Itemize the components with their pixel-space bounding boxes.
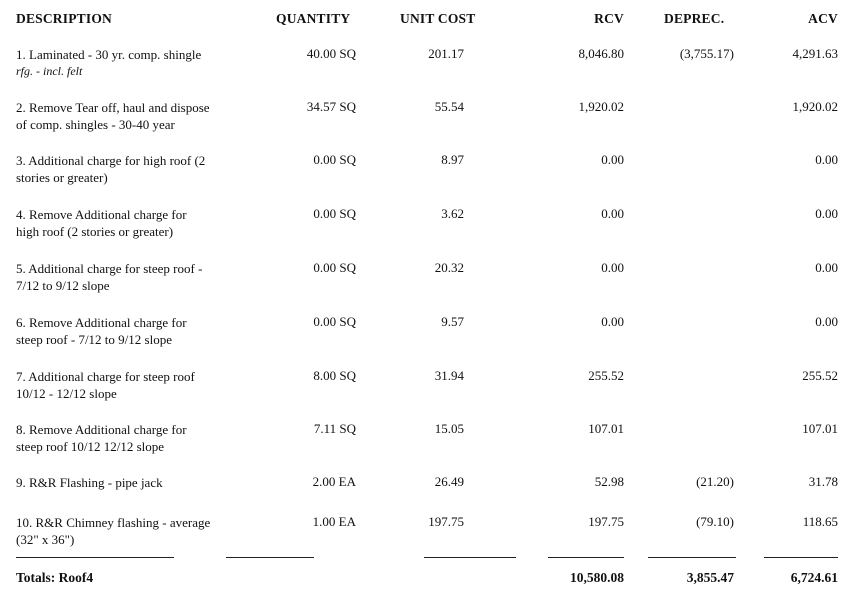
totals-acv: 6,724.61 xyxy=(790,570,838,585)
row-acv: 1,920.02 xyxy=(792,99,838,114)
divider xyxy=(764,557,838,558)
divider xyxy=(648,557,736,558)
description-line1: 2. Remove Tear off, haul and dispose xyxy=(16,100,210,115)
row-quantity: 0.00 SQ xyxy=(313,314,356,329)
description-line2: rfg. - incl. felt xyxy=(16,64,83,78)
row-unit-cost: 15.05 xyxy=(434,421,464,436)
table-row xyxy=(0,260,864,300)
description-line1: 1. Laminated - 30 yr. comp. shingle xyxy=(16,47,202,62)
row-rcv: 0.00 xyxy=(601,206,624,221)
description-line2: of comp. shingles - 30-40 year xyxy=(16,117,175,132)
description-line2: (32" x 36") xyxy=(16,532,75,547)
row-acv: 0.00 xyxy=(815,314,838,329)
row-description xyxy=(16,206,266,240)
row-acv: 107.01 xyxy=(802,421,838,436)
row-unit-cost: 55.54 xyxy=(434,99,464,114)
row-description xyxy=(16,474,266,491)
description-line1: 5. Additional charge for steep roof - xyxy=(16,261,203,276)
header-description: DESCRIPTION xyxy=(16,11,112,26)
totals-deprec: 3,855.47 xyxy=(686,570,734,585)
description-line2: steep roof 10/12 12/12 slope xyxy=(16,439,165,454)
row-quantity: 34.57 SQ xyxy=(306,99,356,114)
table-row xyxy=(0,152,864,192)
row-deprec: (79.10) xyxy=(696,514,734,529)
row-description xyxy=(16,368,266,402)
header-quantity: QUANTITY xyxy=(276,11,351,26)
table-row xyxy=(0,206,864,246)
description-line1: 9. R&R Flashing - pipe jack xyxy=(16,475,163,490)
table-row xyxy=(0,46,864,86)
table-row xyxy=(0,368,864,408)
header-acv: ACV xyxy=(808,11,838,26)
table-row xyxy=(0,474,864,514)
row-description xyxy=(16,260,266,294)
row-unit-cost: 20.32 xyxy=(434,260,464,275)
row-rcv: 255.52 xyxy=(588,368,624,383)
table-row xyxy=(0,514,864,554)
description-line2: 7/12 to 9/12 slope xyxy=(16,278,110,293)
totals-label: Totals: Roof4 xyxy=(16,570,94,585)
row-quantity: 1.00 EA xyxy=(312,514,356,529)
row-quantity: 40.00 SQ xyxy=(306,46,356,61)
description-line1: 3. Additional charge for high roof (2 xyxy=(16,153,206,168)
row-acv: 0.00 xyxy=(815,206,838,221)
divider xyxy=(16,557,174,558)
row-quantity: 0.00 SQ xyxy=(313,206,356,221)
row-quantity: 0.00 SQ xyxy=(313,152,356,167)
row-unit-cost: 197.75 xyxy=(428,514,464,529)
header-unit-cost: UNIT COST xyxy=(400,11,476,26)
row-rcv: 0.00 xyxy=(601,260,624,275)
row-description xyxy=(16,421,266,455)
row-acv: 0.00 xyxy=(815,152,838,167)
description-line2: stories or greater) xyxy=(16,170,108,185)
row-unit-cost: 31.94 xyxy=(434,368,464,383)
description-line2: 10/12 - 12/12 slope xyxy=(16,386,117,401)
description-line1: 7. Additional charge for steep roof xyxy=(16,369,195,384)
row-description xyxy=(16,99,266,133)
description-line2: steep roof - 7/12 to 9/12 slope xyxy=(16,332,172,347)
header-deprec: DEPREC. xyxy=(664,11,725,26)
row-rcv: 8,046.80 xyxy=(578,46,624,61)
row-rcv: 0.00 xyxy=(601,152,624,167)
row-deprec: (3,755.17) xyxy=(679,46,734,61)
row-rcv: 1,920.02 xyxy=(578,99,624,114)
table-row xyxy=(0,314,864,354)
row-deprec: (21.20) xyxy=(696,474,734,489)
description-line1: 8. Remove Additional charge for xyxy=(16,422,187,437)
row-unit-cost: 201.17 xyxy=(428,46,464,61)
table-row xyxy=(0,99,864,139)
description-line2: high roof (2 stories or greater) xyxy=(16,224,174,239)
row-acv: 255.52 xyxy=(802,368,838,383)
row-acv: 31.78 xyxy=(808,474,838,489)
description-line1: 4. Remove Additional charge for xyxy=(16,207,187,222)
row-acv: 118.65 xyxy=(802,514,838,529)
row-description xyxy=(16,514,266,548)
description-line1: 10. R&R Chimney flashing - average xyxy=(16,515,211,530)
divider xyxy=(548,557,624,558)
row-acv: 0.00 xyxy=(815,260,838,275)
row-rcv: 52.98 xyxy=(594,474,624,489)
table-row xyxy=(0,421,864,461)
description-line1: 6. Remove Additional charge for xyxy=(16,315,187,330)
row-unit-cost: 9.57 xyxy=(441,314,464,329)
row-description xyxy=(16,314,266,348)
row-quantity: 7.11 SQ xyxy=(313,421,356,436)
header-rcv: RCV xyxy=(594,11,624,26)
row-quantity: 8.00 SQ xyxy=(313,368,356,383)
row-quantity: 2.00 EA xyxy=(312,474,356,489)
row-unit-cost: 26.49 xyxy=(434,474,464,489)
divider xyxy=(424,557,516,558)
row-unit-cost: 8.97 xyxy=(441,152,464,167)
row-quantity: 0.00 SQ xyxy=(313,260,356,275)
divider xyxy=(226,557,314,558)
row-rcv: 107.01 xyxy=(588,421,624,436)
totals-rcv: 10,580.08 xyxy=(570,570,624,585)
row-rcv: 197.75 xyxy=(588,514,624,529)
row-acv: 4,291.63 xyxy=(792,46,838,61)
row-unit-cost: 3.62 xyxy=(441,206,464,221)
row-description xyxy=(16,46,266,80)
row-rcv: 0.00 xyxy=(601,314,624,329)
row-description xyxy=(16,152,266,186)
